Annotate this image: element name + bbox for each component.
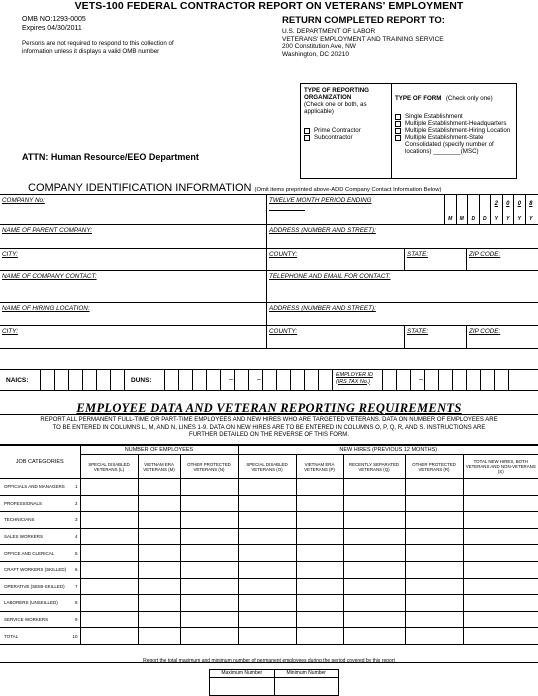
employee-instructions: REPORT ALL PERMANENT FULL-TIME OR PART-TIME EMPLOYEES AND NEW HIRES WHO ARE TARGETED VETERANS. DATA ON NUMBER OF EMPLOYEES ARE TO BE ENTERED IN COLUMNS L, M, AND N, LINES 1-9. DATA ON NEW HIRES ARE TO BE ENTERED IN COLUMNS O, P, Q, R, AND S. INSTRUCTIONS ARE FURTHER DETAILED ON THE REVERSE OF THIS FORM. [0, 415, 538, 445]
city-row-2 [0, 326, 538, 348]
column-header: VIETNAM ERA VETERANS (M) [138, 455, 180, 479]
city-field-2[interactable]: CITY: [2, 328, 18, 335]
data-cell[interactable] [138, 561, 180, 578]
company-id-grid [0, 194, 538, 349]
column-header: TOTAL NEW HIRES, BOTH VETERANS AND NON-VETERANS (S) [463, 455, 538, 479]
table-row [0, 578, 538, 595]
data-cell[interactable] [80, 528, 138, 545]
data-cell[interactable] [405, 578, 463, 595]
ein-digit[interactable] [438, 370, 452, 390]
data-cell[interactable] [180, 512, 238, 529]
job-categories-header: JOB CATEGORIES [0, 446, 80, 479]
job-category-label: TOTAL [0, 628, 70, 645]
period-digit[interactable]: M [444, 195, 456, 224]
job-category-number: 6 [70, 561, 80, 578]
maximum-number-input[interactable] [210, 678, 274, 695]
data-cell[interactable] [180, 561, 238, 578]
data-cell[interactable] [296, 611, 343, 628]
data-cell[interactable] [463, 512, 538, 529]
naics-digit[interactable] [110, 370, 124, 390]
subcontractor-option[interactable]: Subcontractor [304, 134, 388, 141]
duns-digit[interactable] [178, 370, 192, 390]
duns-digit[interactable] [206, 370, 220, 390]
data-cell[interactable] [463, 595, 538, 612]
ein-digit[interactable] [494, 370, 508, 390]
data-cell[interactable] [463, 578, 538, 595]
ein-digit[interactable] [382, 370, 396, 390]
duns-digit[interactable] [276, 370, 290, 390]
hiring-location-row [0, 303, 538, 326]
column-header-row [0, 455, 538, 479]
data-cell[interactable] [463, 528, 538, 545]
address-field-1[interactable]: ADDRESS (NUMBER AND STREET): [266, 225, 538, 248]
contact-phone-email-field[interactable]: TELEPHONE AND EMAIL FOR CONTACT: [266, 271, 538, 302]
ein-digit[interactable] [396, 370, 410, 390]
type-of-form-heading: TYPE OF FORM [395, 95, 442, 102]
data-cell[interactable] [405, 528, 463, 545]
hiring-location-field[interactable]: NAME OF HIRING LOCATION: [2, 305, 90, 312]
parent-company-field[interactable]: NAME OF PARENT COMPANY: [2, 227, 93, 234]
data-cell[interactable] [80, 561, 138, 578]
data-cell[interactable] [238, 479, 296, 496]
data-cell[interactable] [138, 595, 180, 612]
period-digit[interactable]: D [479, 195, 491, 224]
data-cell[interactable] [463, 628, 538, 645]
data-cell[interactable] [405, 628, 463, 645]
checkbox[interactable] [395, 114, 401, 120]
max-min-box [209, 669, 339, 696]
job-category-label: LABORERS (UNSKILLED) [0, 595, 70, 612]
employee-rows [0, 479, 538, 645]
return-address [282, 28, 444, 58]
data-cell[interactable] [405, 479, 463, 496]
table-row [0, 628, 538, 645]
data-cell[interactable] [343, 578, 405, 595]
data-cell[interactable] [180, 528, 238, 545]
job-category-label: PROFESSIONALS [0, 495, 70, 512]
table-row [0, 561, 538, 578]
job-category-label: CRAFT WORKERS (SKILLED) [0, 561, 70, 578]
multiple-hq-option[interactable]: Multiple Establishment-Headquarters [395, 120, 515, 127]
job-category-label: OFFICE AND CLERICAL [0, 545, 70, 562]
data-cell[interactable] [296, 595, 343, 612]
company-contact-field[interactable]: NAME OF COMPANY CONTACT: [2, 273, 97, 280]
data-cell[interactable] [138, 495, 180, 512]
period-digits[interactable] [444, 195, 536, 224]
job-category-number: 5 [70, 545, 80, 562]
checkbox[interactable] [395, 128, 401, 134]
zip-field-1[interactable]: ZIP CODE: [466, 249, 538, 270]
persons-notice-line-2: information unless it displays a valid OMB number [22, 47, 160, 55]
data-cell[interactable] [138, 611, 180, 628]
omb-number: OMB NO:1293-0005 [22, 16, 86, 23]
data-cell[interactable] [296, 628, 343, 645]
job-category-number: 8 [70, 595, 80, 612]
table-row [0, 611, 538, 628]
data-cell[interactable] [180, 578, 238, 595]
ein-dash: – [419, 376, 423, 383]
single-establishment-option[interactable]: Single Establishment [395, 113, 515, 120]
ein-digit[interactable] [508, 370, 538, 390]
data-cell[interactable] [238, 611, 296, 628]
data-cell[interactable] [238, 595, 296, 612]
contact-row [0, 271, 538, 303]
company-id-title: COMPANY IDENTIFICATION INFORMATION (Omit items preprinted above-ADD Company Contact Information Below) [28, 182, 442, 194]
company-no-field[interactable]: COMPANY No: [2, 197, 45, 204]
naics-digit[interactable] [54, 370, 68, 390]
reporting-organization-section [304, 87, 388, 141]
duns-digit[interactable] [192, 370, 206, 390]
city-row-1 [0, 249, 538, 271]
data-cell[interactable] [180, 611, 238, 628]
state-field-2[interactable]: STATE: [404, 326, 466, 348]
address-field-2[interactable]: ADDRESS (NUMBER AND STREET): [266, 303, 538, 325]
data-cell[interactable] [343, 495, 405, 512]
table-row [0, 479, 538, 496]
omb-info [22, 16, 86, 33]
data-cell[interactable] [405, 595, 463, 612]
employee-data-section [0, 414, 538, 663]
data-cell[interactable] [138, 545, 180, 562]
table-row [0, 595, 538, 612]
data-cell[interactable] [343, 545, 405, 562]
job-category-number: 2 [70, 495, 80, 512]
job-category-label: OFFICIALS AND MANAGERS [0, 479, 70, 496]
data-cell[interactable] [238, 545, 296, 562]
new-hires-header: NEW HIRES (PREVIOUS 12 MONTHS) [238, 446, 538, 455]
omb-expires: Expires 04/30/2011 [22, 24, 82, 32]
duns-digit[interactable] [304, 370, 318, 390]
checkbox[interactable] [304, 128, 310, 134]
data-cell[interactable] [405, 495, 463, 512]
data-cell[interactable] [405, 512, 463, 529]
return-address-line: VETERANS' EMPLOYMENT AND TRAINING SERVICE [282, 35, 444, 43]
data-cell[interactable] [238, 512, 296, 529]
reporting-org-sub: (Check one or both, as applicable) [304, 101, 367, 115]
type-of-form-section [395, 87, 515, 155]
data-cell[interactable] [343, 528, 405, 545]
data-cell[interactable] [296, 545, 343, 562]
period-digit[interactable]: 2 Y [490, 195, 502, 224]
employer-id-label: EMPLOYER ID (IRS TAX No.) [332, 370, 382, 390]
data-cell[interactable] [238, 578, 296, 595]
data-cell[interactable] [296, 512, 343, 529]
minimum-number-input[interactable] [274, 678, 339, 695]
column-header: OTHER PROTECTED VETERANS (N) [180, 455, 238, 479]
data-cell[interactable] [180, 479, 238, 496]
job-category-number: 10 [70, 628, 80, 645]
duns-dash-2: – [257, 376, 261, 383]
period-digit[interactable]: M [456, 195, 468, 224]
data-cell[interactable] [238, 561, 296, 578]
ein-digit[interactable] [452, 370, 466, 390]
data-cell[interactable] [80, 611, 138, 628]
report-note: Report the total maximum and minimum number of permanent employees during the period covered by this report [143, 658, 395, 664]
data-cell[interactable] [463, 479, 538, 496]
county-field-2[interactable]: COUNTY: [266, 326, 404, 348]
data-cell[interactable] [238, 495, 296, 512]
data-cell[interactable] [138, 528, 180, 545]
type-of-form-sub: (Check only one) [445, 95, 493, 102]
naics-digit[interactable] [40, 370, 54, 390]
period-digit[interactable]: D [467, 195, 479, 224]
table-header-row [0, 446, 538, 455]
employee-data-title: EMPLOYEE DATA AND VETERAN REPORTING REQUIREMENTS [76, 401, 462, 415]
data-cell[interactable] [138, 578, 180, 595]
data-cell[interactable] [80, 628, 138, 645]
period-digit[interactable]: 0 Y [513, 195, 525, 224]
checkbox[interactable] [395, 121, 401, 127]
data-cell[interactable] [180, 545, 238, 562]
column-header: RECENTLY SEPARATED VETERANS (Q) [343, 455, 405, 479]
period-digit[interactable]: 0 Y [502, 195, 514, 224]
data-cell[interactable] [80, 512, 138, 529]
organization-form-type-box [300, 83, 517, 179]
naics-digit[interactable] [68, 370, 82, 390]
company-no-row [0, 195, 538, 225]
naics-duns-row [0, 369, 538, 391]
multiple-state-option[interactable]: Multiple Establishment-State Consolidated (specify number of locations) ________(MSC) [395, 134, 515, 155]
job-category-label: TECHNICIANS [0, 512, 70, 529]
data-cell[interactable] [296, 561, 343, 578]
data-cell[interactable] [80, 578, 138, 595]
data-cell[interactable] [138, 512, 180, 529]
data-cell[interactable] [238, 528, 296, 545]
job-category-label: SERVICE WORKERS [0, 611, 70, 628]
data-cell[interactable] [463, 495, 538, 512]
duns-digit[interactable] [290, 370, 304, 390]
return-address-line: Washington, DC 20210 [282, 50, 349, 58]
employee-table [0, 445, 538, 645]
duns-digit[interactable] [234, 370, 248, 390]
ein-digit[interactable] [424, 370, 438, 390]
maximum-number-label: Maximum Number [221, 670, 263, 676]
checkbox[interactable] [304, 135, 310, 141]
data-cell[interactable] [80, 595, 138, 612]
data-cell[interactable] [180, 628, 238, 645]
zip-field-2[interactable]: ZIP CODE: [466, 326, 538, 348]
data-cell[interactable] [463, 611, 538, 628]
state-field-1[interactable]: STATE: [404, 249, 466, 270]
column-header: SPECIAL DISABLED VETERANS (L) [80, 455, 138, 479]
job-category-number: 1 [70, 479, 80, 496]
data-cell[interactable] [238, 628, 296, 645]
table-row [0, 495, 538, 512]
number-of-employees-header: NUMBER OF EMPLOYEES [80, 446, 238, 455]
data-cell[interactable] [80, 545, 138, 562]
naics-digit[interactable] [82, 370, 96, 390]
period-ending-field[interactable]: TWELVE MONTH PERIOD ENDING [266, 195, 444, 224]
return-title: RETURN COMPLETED REPORT TO: [282, 15, 445, 26]
duns-digit[interactable] [318, 370, 332, 390]
return-address-line: 200 Constitution Ave, NW [282, 43, 356, 51]
company-id-note: (Omit items preprinted above-ADD Company Contact Information Below) [254, 187, 442, 193]
data-cell[interactable] [296, 479, 343, 496]
column-header: OTHER PROTECTED VETERANS (R) [405, 455, 463, 479]
minimum-number-label: Minimum Number [274, 670, 339, 677]
data-cell[interactable] [80, 495, 138, 512]
table-row [0, 545, 538, 562]
data-cell[interactable] [343, 628, 405, 645]
data-cell[interactable] [405, 561, 463, 578]
data-cell[interactable] [343, 595, 405, 612]
data-cell[interactable] [463, 545, 538, 562]
data-cell[interactable] [343, 561, 405, 578]
form-title: VETS-100 FEDERAL CONTRACTOR REPORT ON VETERANS' EMPLOYMENT [74, 0, 464, 12]
data-cell[interactable] [405, 545, 463, 562]
duns-digit[interactable] [262, 370, 276, 390]
duns-digit[interactable] [164, 370, 178, 390]
data-cell[interactable] [463, 561, 538, 578]
naics-label: NAICS: [6, 377, 29, 384]
duns-label: DUNS: [124, 370, 164, 390]
data-cell[interactable] [405, 611, 463, 628]
data-cell[interactable] [80, 479, 138, 496]
county-field-1[interactable]: COUNTY: [266, 249, 404, 270]
data-cell[interactable] [343, 512, 405, 529]
city-field-1[interactable]: CITY: [2, 251, 18, 258]
table-row [0, 512, 538, 529]
period-digit[interactable]: 8 Y [525, 195, 537, 224]
data-cell[interactable] [296, 578, 343, 595]
job-category-number: 9 [70, 611, 80, 628]
ein-digit[interactable] [480, 370, 494, 390]
duns-dash-1: – [229, 376, 233, 383]
job-category-label: SALES WORKERS [0, 528, 70, 545]
attn-line: ATTN: Human Resource/EEO Department [22, 152, 199, 162]
data-cell[interactable] [343, 479, 405, 496]
data-cell[interactable] [343, 611, 405, 628]
column-header: VIETNAM ERA VETERANS (P) [296, 455, 343, 479]
persons-notice-line-1: Persons are not required to respond to this collection of [22, 40, 174, 47]
prime-contractor-option[interactable]: Prime Contractor [304, 127, 388, 134]
data-cell[interactable] [138, 479, 180, 496]
persons-notice [22, 40, 222, 55]
data-cell[interactable] [296, 495, 343, 512]
return-address-line: U.S. DEPARTMENT OF LABOR [282, 28, 376, 35]
table-row [0, 528, 538, 545]
job-category-number: 3 [70, 512, 80, 529]
multiple-hiring-option[interactable]: Multiple Establishment-Hiring Location [395, 127, 515, 134]
data-cell[interactable] [180, 495, 238, 512]
reporting-org-heading: TYPE OF REPORTING ORGANIZATION [304, 87, 369, 101]
data-cell[interactable] [296, 528, 343, 545]
column-header: SPECIAL DISABLED VETERANS (O) [238, 455, 296, 479]
data-cell[interactable] [180, 595, 238, 612]
job-category-number: 4 [70, 528, 80, 545]
parent-company-row [0, 225, 538, 249]
job-category-label: OPERATIVE (SEMI-SKILLED) [0, 578, 70, 595]
job-category-number: 7 [70, 578, 80, 595]
data-cell[interactable] [138, 628, 180, 645]
naics-digit[interactable] [96, 370, 110, 390]
checkbox[interactable] [395, 135, 401, 141]
ein-digit[interactable] [466, 370, 480, 390]
